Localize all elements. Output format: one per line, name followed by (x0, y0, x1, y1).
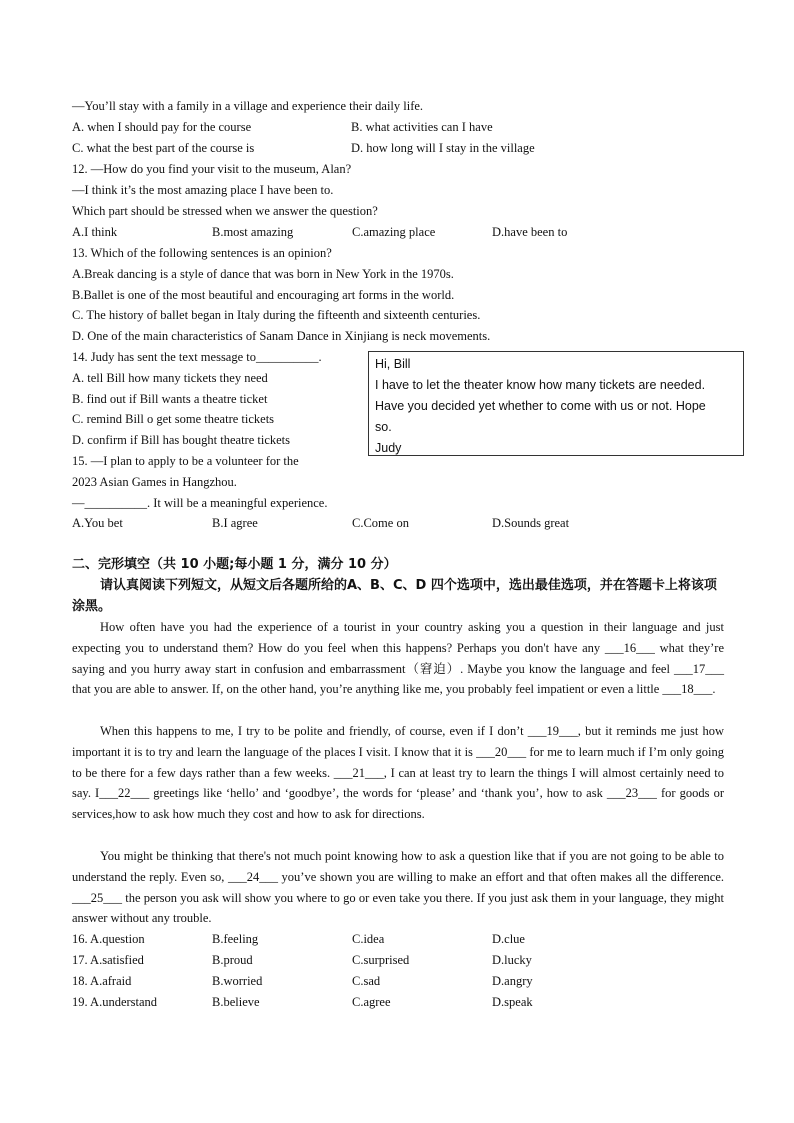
q12-option-d: D.have been to (492, 225, 568, 239)
q17-option-c: C.surprised (352, 953, 410, 967)
q11-option-a: A. when I should pay for the course (72, 120, 252, 134)
q17-option-a: 17. A.satisfied (72, 953, 144, 967)
q11-option-d: D. how long will I stay in the village (351, 141, 535, 155)
q16-option-a: 16. A.question (72, 932, 145, 946)
q15-option-d: D.Sounds great (492, 516, 570, 530)
q15-stem-line-3: —__________. It will be a meaningful experience. (72, 496, 328, 510)
message-line-1: I have to let the theater know how many tickets are needed. (375, 378, 706, 392)
q18-options (72, 971, 732, 991)
q18-option-c: C.sad (352, 974, 381, 988)
q16-options (72, 929, 732, 949)
section-title: 二、完形填空（共 10 小题;每小题 1 分，满分 10 分） (72, 557, 397, 572)
q14-stem: 14. Judy has sent the text message to__________. (72, 350, 322, 364)
q18-option-d: D.angry (492, 974, 533, 988)
section-instruction: 请认真阅读下列短文，从短文后各题所给的A、B、C、D 四个选项中，选出最佳选项，并在答题卡上将该项涂黑。 (72, 578, 717, 614)
q19-option-c: C.agree (352, 995, 391, 1009)
q15-option-b: B.I agree (212, 516, 258, 530)
q12-option-c: C.amazing place (352, 225, 436, 239)
q16-option-d: D.clue (492, 932, 525, 946)
q15-option-c: C.Come on (352, 516, 409, 530)
q19-options (72, 992, 732, 1012)
q11-option-b: B. what activities can I have (351, 120, 493, 134)
q12-prompt: Which part should be stressed when we answer the question? (72, 204, 378, 218)
q13-option-d: D. One of the main characteristics of Sanam Dance in Xinjiang is neck movements. (72, 329, 491, 343)
q12-option-b: B.most amazing (212, 225, 294, 239)
q12-question: 12. —How do you find your visit to the museum, Alan? (72, 162, 352, 176)
q15-option-a: A.You bet (72, 516, 123, 530)
q11-options-row1 (72, 117, 732, 137)
q15-options (72, 513, 732, 533)
q11-options-row2 (72, 138, 732, 158)
q18-option-b: B.worried (212, 974, 263, 988)
message-signature: Judy (375, 441, 402, 455)
q15-stem-line-1: 15. —I plan to apply to be a volunteer for the (72, 454, 299, 468)
q13-stem: 13. Which of the following sentences is an opinion? (72, 246, 332, 260)
q12-option-a: A.I think (72, 225, 118, 239)
message-line-3: so. (375, 420, 392, 434)
q19-option-b: B.believe (212, 995, 260, 1009)
q17-option-d: D.lucky (492, 953, 532, 967)
passage-paragraph-3: You might be thinking that there's not much point knowing how to ask a question like that if you are not going to be able to understand the reply. Even so, ___24___ you’ve shown you are willing to make an effort and that often makes all the difference. ___25___ the person you ask will show you where to go or even take you there. If you just ask them in your language, they might answer without any trouble. (72, 849, 724, 926)
message-line-2: Have you decided yet whether to come with us or not. Hope (375, 399, 706, 413)
q16-option-b: B.feeling (212, 932, 259, 946)
q17-option-b: B.proud (212, 953, 253, 967)
q16-option-c: C.idea (352, 932, 385, 946)
q15-stem-line-2: 2023 Asian Games in Hangzhou. (72, 475, 237, 489)
q17-options (72, 950, 732, 970)
message-greeting: Hi, Bill (375, 357, 411, 371)
q19-option-d: D.speak (492, 995, 533, 1009)
q12-options (72, 222, 732, 242)
q13-option-b: B.Ballet is one of the most beautiful and encouraging art forms in the world. (72, 288, 455, 302)
q13-option-c: C. The history of ballet began in Italy during the fifteenth and sixteenth centuries. (72, 308, 481, 322)
q14-option-c: C. remind Bill o get some theatre tickets (72, 412, 275, 426)
q11-option-c: C. what the best part of the course is (72, 141, 255, 155)
passage-paragraph-2: When this happens to me, I try to be polite and friendly, of course, even if I don’t ___19___, but it reminds me just how important it is to try and learn the language of the places I visit. I know that it is ___20___ for me to learn much if I’m only going to be there for a few days rather than a few weeks. ___21___, I can at least try to learn the things I will almost certainly need to say. I___22___ greetings like ‘hello’ and ‘goodbye’, the words for ‘please’ and ‘thank you’, how to ask ___23___ for goods or services,how to ask how much they cost and how to ask for directions. (72, 724, 724, 822)
q18-option-a: 18. A.afraid (72, 974, 132, 988)
text-message-box (368, 351, 744, 456)
q12-answer: —I think it’s the most amazing place I have been to. (72, 183, 334, 197)
q19-option-a: 19. A.understand (72, 995, 158, 1009)
passage-paragraph-1: How often have you had the experience of a tourist in your country asking you a question in their language and just expecting you to understand them? How do you feel when this happens? Perhaps you don't have any ___16___ what they’re saying and you hurry away start in confusion and embarrassment（窘迫）. Maybe you know the language and feel ___17___ that you are able to answer. If, on the other hand, you’re anything like me, you probably feel impatient or even a little ___18___. (72, 620, 724, 697)
q13-option-a: A.Break dancing is a style of dance that was born in New York in the 1970s. (72, 267, 454, 281)
q14-option-a: A. tell Bill how many tickets they need (72, 371, 268, 385)
q14-option-b: B. find out if Bill wants a theatre ticket (72, 392, 268, 406)
q14-option-d: D. confirm if Bill has bought theatre tickets (72, 433, 291, 447)
q11-stem: —You’ll stay with a family in a village and experience their daily life. (72, 99, 424, 113)
